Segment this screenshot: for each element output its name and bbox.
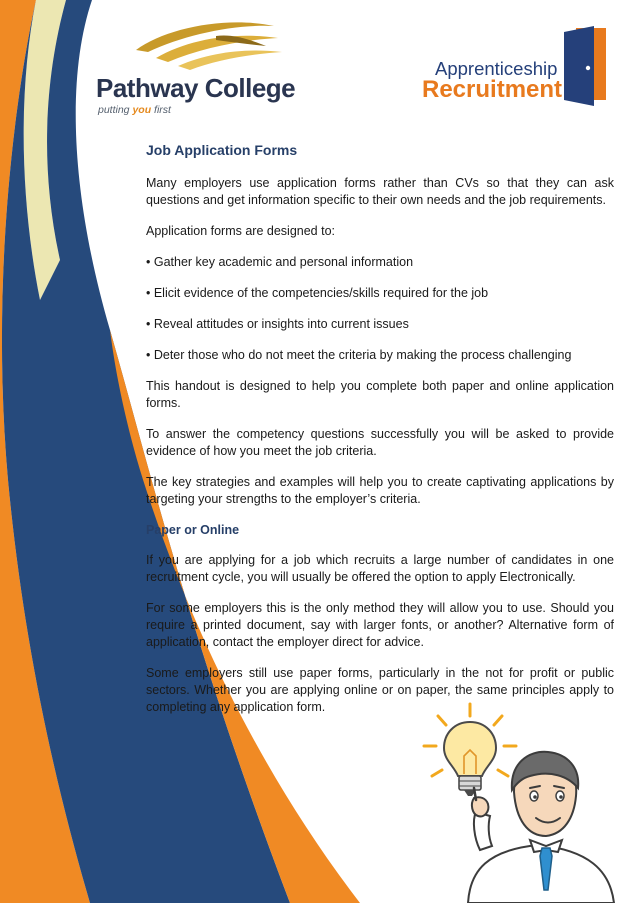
tagline-pre: putting (98, 104, 133, 116)
intro-paragraph: Many employers use application forms rather than CVs so that they can ask questions and get information specific to their own needs and the job requirements. (146, 176, 614, 207)
lightbulb-icon (424, 704, 516, 796)
strategies-paragraph: The key strategies and examples will help you to create captivating applications by targeting your strengths to the employer’s criteria. (146, 475, 614, 506)
document-body (146, 141, 614, 730)
section-heading-paper-or-online: Paper or Online (146, 523, 240, 537)
bullet-item: • Deter those who do not meet the criteria by making the process challenging (146, 348, 572, 362)
college-swoosh-logo-icon (96, 18, 286, 78)
designed-to-paragraph: Application forms are designed to: (146, 224, 335, 238)
handout-paragraph: This handout is designed to help you complete both paper and online application forms. (146, 379, 614, 410)
college-tagline (98, 104, 171, 116)
apprenticeship-recruitment-logo (416, 26, 612, 108)
page-title: Job Application Forms (146, 142, 298, 158)
tagline-highlight: you (132, 104, 152, 116)
logo-line-apprenticeship: Apprenticeship (435, 58, 558, 79)
college-name: Pathway College (96, 73, 296, 103)
logo-line-recruitment: Recruitment (422, 76, 563, 103)
bullet-item: • Elicit evidence of the competencies/skills required for the job (146, 286, 489, 300)
competency-paragraph: To answer the competency questions successfully you will be asked to provide evidence of how you meet the job criteria. (146, 427, 614, 458)
paper-forms-paragraph: Some employers still use paper forms, particularly in the not for profit or public sectors. Whether you are applying online or on paper, the same principles apply to completing any application form. (146, 666, 614, 714)
recruits-paragraph: If you are applying for a job which recruits a large number of candidates in one recruitment cycle, you will usually be offered the option to apply Electronically. (146, 553, 614, 584)
bullet-item: • Gather key academic and personal information (146, 255, 414, 269)
pathway-college-logo (96, 18, 296, 116)
idea-illustration (418, 700, 618, 903)
bullet-item: • Reveal attitudes or insights into current issues (146, 317, 409, 331)
tagline-post: first (151, 104, 171, 116)
only-method-paragraph: For some employers this is the only method they will allow you to use. Should you require a printed document, say with larger fonts, or another? Alternative form of application, contact the employer direct for advice. (146, 601, 614, 649)
businessman-icon (468, 752, 614, 903)
